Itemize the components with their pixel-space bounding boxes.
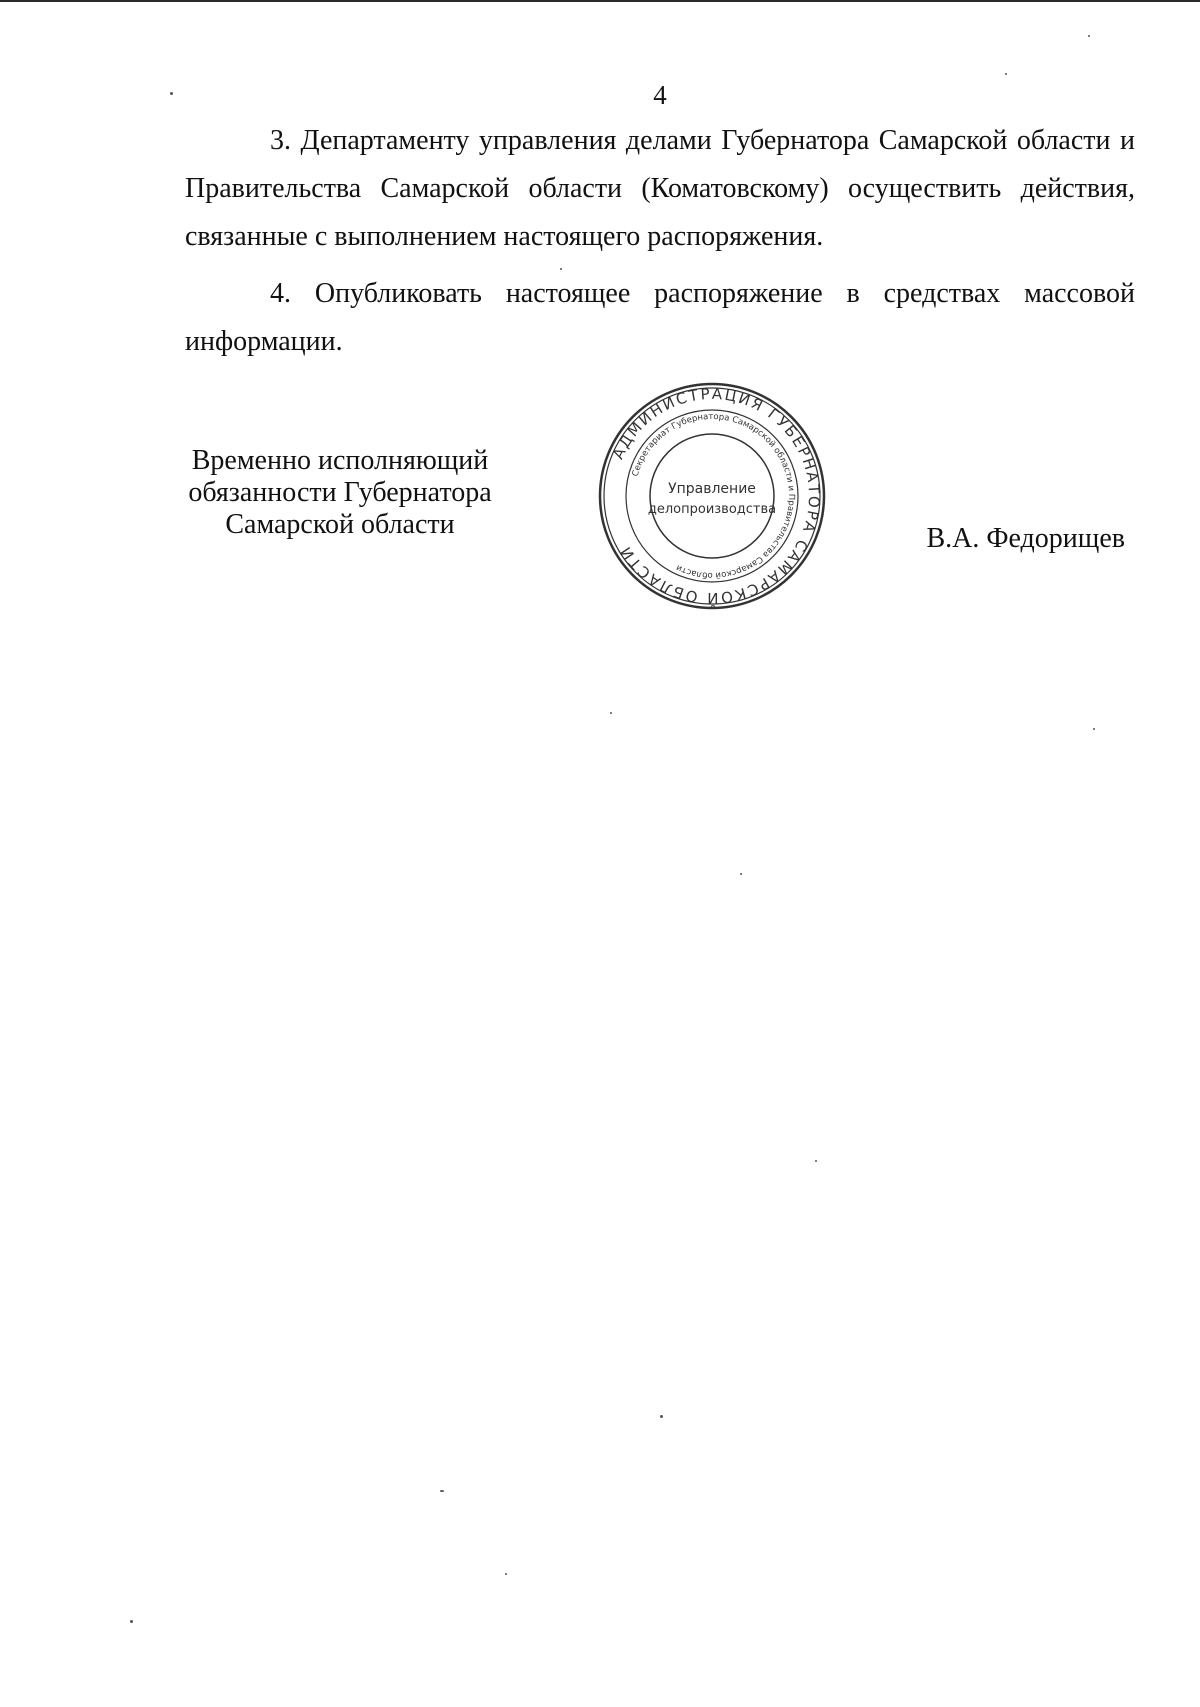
scan-speck [660,1415,663,1418]
seal-center-line-2: делопроизводства [647,502,777,517]
signatory-position-line-2: обязанности Губернатора [188,477,492,508]
scan-speck [560,268,562,270]
scan-speck [610,712,612,714]
scan-speck [1088,35,1090,37]
seal-inner-text: Секретариат Губернатора Самарской области и Правительства Самарской области [630,411,797,581]
scan-speck [815,1160,817,1162]
seal-center-line-1: Управление [668,481,756,497]
scan-speck [505,1573,507,1575]
scan-speck [740,873,742,875]
signatory-position [165,445,515,541]
scan-speck [170,92,173,95]
signatory-position-line-1: Временно исполняющий [191,445,489,476]
page-number: 4 [653,80,667,110]
paragraph-3: 3. Департаменту управления делами Губернатора Самарской области и Правительства Самарской области (Коматовскому) осуществить действия, связанные с выполнением настоящего распоряжения. [185,125,1135,252]
page-top-edge [0,0,1200,2]
paragraph-4: 4. Опубликовать настоящее распоряжение в средствах массовой информации. [185,278,1135,357]
scan-speck [440,1490,444,1492]
scan-speck [1093,728,1095,730]
official-seal [597,381,827,611]
seal-outer-text: АДМИНИСТРАЦИЯ ГУБЕРНАТОРА САМАРСКОЙ ОБЛАСТИ [608,384,824,608]
signatory-name: В.А. Федорищев [926,523,1125,554]
scan-speck [1005,73,1007,75]
signatory-position-line-3: Самарской области [225,509,455,540]
scan-speck [130,1620,133,1623]
